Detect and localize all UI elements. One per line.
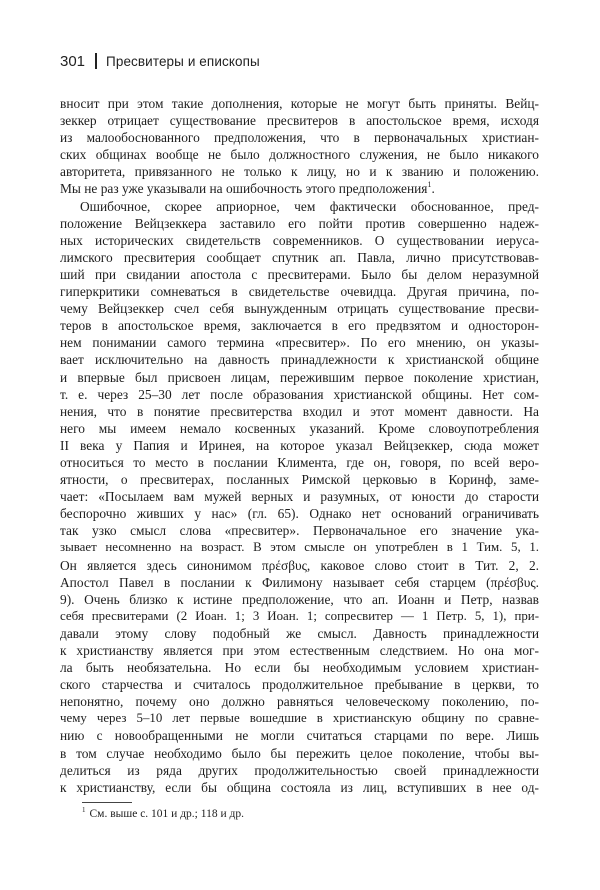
header-divider (95, 53, 97, 69)
text-line: относиться то место в послании Климента, где он, говоря, по всей веро- (60, 454, 539, 470)
text-line: ских общинах вообще не было должностного служения, не было никакого (60, 147, 539, 163)
text-line: лимского пресвитерия сообщает спутник ап. Павла, лично присутствовав- (60, 249, 539, 265)
text-line: к христианству является при этом естественным следствием. Но она мог- (60, 643, 539, 658)
text-line: так узко смысл слова «пресвитер». Первоначальное его значение ука- (60, 523, 539, 539)
footnote (82, 807, 244, 821)
text-line: нем понимании самого термина «пресвитер». По его мнению, он указы- (60, 335, 539, 351)
footnote-separator (82, 802, 132, 803)
text-line: положение Вейцзеккера заставило его пойти против совершенно надеж- (60, 215, 539, 231)
text-line: и впервые был присвоен лицам, пережившим первое поколение христиан, (60, 369, 539, 385)
footnote-number: 1 (82, 806, 86, 814)
text-line: ший при свидании апостола с пресвитерами. Было бы делом неразумной (60, 266, 539, 282)
text-line: чему через 5–10 лет первые вошедшие в христианскую общину по сравне- (60, 711, 539, 726)
text-line: себя пресвитерами (2 Иоан. 1; 3 Иоан. 1; сопресвитер — 1 Петр. 5, 1), при- (60, 608, 539, 623)
text-line: давали этому слову подобный же смысл. Давность принадлежности (60, 625, 539, 641)
text-line: в том случае необходимо было бы пережить целое поколение, чтобы вы- (60, 745, 539, 761)
text-line: зывает несомненно на возраст. В этом смысле он употреблен в 1 Тим. 5, 1. (60, 540, 539, 555)
page-number: 301 (60, 52, 86, 70)
body-text (60, 95, 539, 796)
text-line: вает исключительно на давность принадлежности к христианской общине (60, 352, 539, 368)
text-line: теров в апостольское время, заключается в его предвзятом и односторон- (60, 318, 539, 334)
text-line: т. е. через 25–30 лет после образования христианской общины. Нет сом- (60, 386, 539, 402)
text-line: Ошибочное, скорее априорное, чем фактически обоснованное, пред- (80, 198, 539, 214)
text-line: зеккер отрицает существование пресвитеров в апостольское время, исходя (60, 113, 539, 129)
text-line: нения, что в понятие пресвитерства входил и этот момент давности. На (60, 403, 539, 419)
text-line: к христианству, если бы община состояла из лиц, вступивших в нее од- (60, 779, 539, 795)
text-line: Мы не раз уже указывали на ошибочность этого предположения (60, 181, 428, 197)
text-line: беспорочно живших у нас» (гл. 65). Однако нет оснований ограничивать (60, 506, 539, 522)
text-line: Он является здесь синонимом πρέσβυς, каковое слово стоит в Тит. 2, 2. (60, 557, 539, 573)
text-line: ных исторических свидетельств современников. О существовании иеруса- (60, 232, 539, 248)
running-title: Пресвитеры и епископы (106, 53, 260, 69)
text-line: чает: «Посылаем вам мужей верных и разумных, от юности до старости (60, 489, 539, 505)
text-line: авторитета, привязанного не только к лицу, но и к званию и положению. (60, 164, 539, 180)
text-line: него мы имеем немало косвенных указаний. Кроме словоупотребления (60, 420, 539, 436)
text-line: ятности, о пресвитерах, посланных Римской церковью в Коринф, заме- (60, 472, 539, 488)
text-line: нию с новообращенными не могли считаться старцами по вере. Лишь (60, 728, 539, 744)
text-line: делиться из ряда других продолжительностью своей принадлежности (60, 762, 539, 778)
text-line: II века у Папия и Иринея, на которое указал Вейцзеккер, сюда может (60, 437, 539, 453)
running-header (60, 50, 260, 72)
text-line: Апостол Павел в послании к Филимону называет себя старцем (πρέσβυς. (60, 574, 539, 590)
text-line: чему Вейцзеккер счел себя вынужденным отрицать существование пресви- (60, 301, 539, 317)
text-line: вносит при этом такие дополнения, которые не могут быть приняты. Вейц- (60, 96, 539, 111)
footnote-text: См. выше с. 101 и др.; 118 и др. (89, 808, 244, 820)
paragraph-end-line: Мы не раз уже указывали на ошибочность этого предположения$^1$. (60, 180, 435, 197)
text-line: из малообоснованного предположения, что в первоначальных христиан- (60, 130, 539, 146)
footnote-marker: 1 (427, 180, 432, 190)
text-line: непонятно, почему оно должно равняться человеческому поколению, по- (60, 694, 539, 710)
text-line: 9). Очень близко к истине предположение, что ап. Иоанн и Петр, назвав (60, 591, 539, 607)
text-line: ла быть необязательна. Но если бы необходимым условием христиан- (60, 660, 539, 676)
text-line: гиперкритики сомневаться в свидетельстве очевидца. Другая причина, по- (60, 284, 539, 300)
text-line: ского старчества и считалось продолжительное пребывание в церкви, то (60, 677, 539, 693)
